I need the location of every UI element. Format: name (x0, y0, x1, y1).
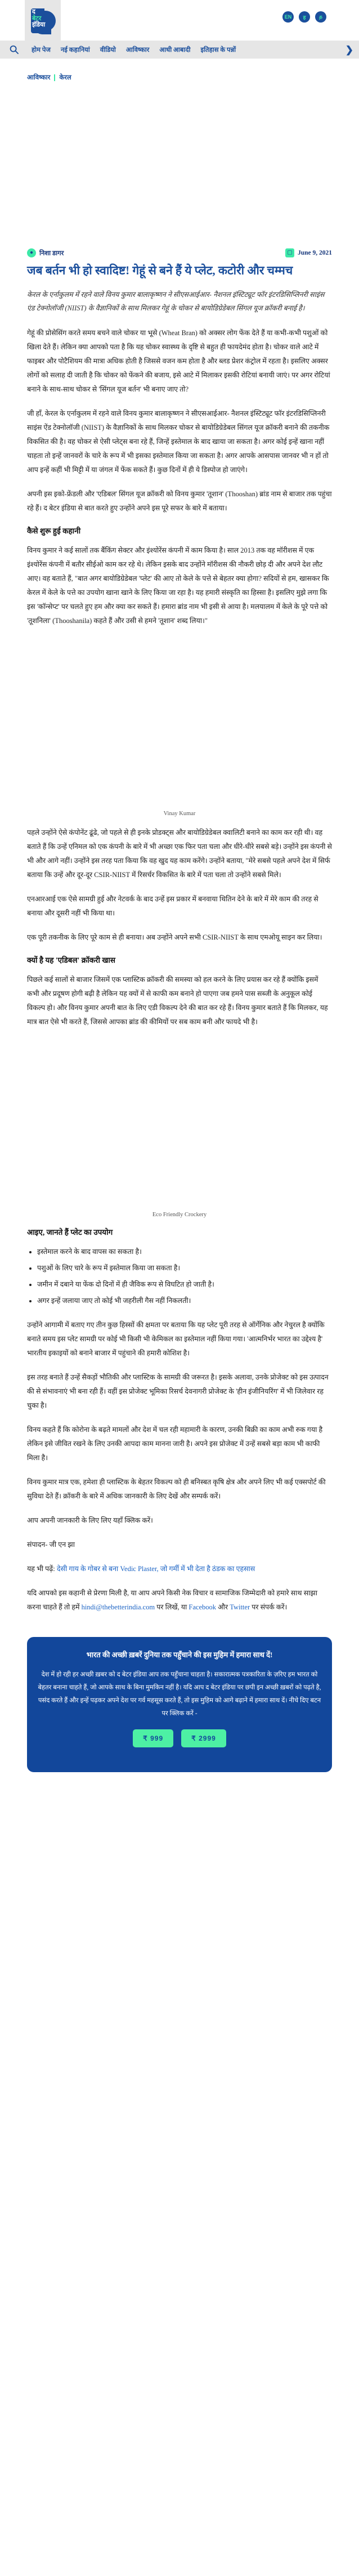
article-body (0, 73, 359, 1614)
article-paragraph-1: गेहूं की प्रोसेसिंग करते समय बचने वाले चोकर या भूसे (Wheat Bran) को अक्सर लोग फेंक देते हैं या कभी-कभी पशुओं को खिला देते हैं। लेकिन क्या आपको पता है कि यह चोकर स्वास्थ्य के दृष्टि से बहुत ही फायदेमंद होता है। चोकर वाले आटे में फाइबर और पोटैशियम की मात्रा अधिक होती है जिससे वजन कम होता है और ब्लड प्रेशर कंट्रोल में रहता है। इसलिए अक्सर लोगों को सलाह दी जाती है कि चोकर को फेंकने की बजाय, इसे आटे में मिलाकर इसकी रोटियां बनायी जाएं। पर अगर रोटियां बनाने के साथ-साथ चोकर से 'सिंगल यूज बर्तन' भी बनाए जाए तो? (27, 329, 330, 394)
heart-logo-icon (30, 7, 56, 34)
contact-text-2: पर लिखें, या (156, 1603, 187, 1612)
contact-paragraph (27, 1586, 332, 1614)
nav-item-women[interactable]: आधी आबादी (159, 46, 191, 54)
section-heading-how-started: कैसे शुरू हुई कहानी (27, 527, 81, 536)
list-item: • जमीन में दबाने या फेंक दो दिनों में ही जैविक रूप से विघटित हो जाती है। (37, 1278, 332, 1292)
language-option-en[interactable]: EN (282, 11, 294, 23)
calendar-icon: ▢ (285, 248, 294, 257)
site-header (0, 0, 359, 41)
plate-uses-list (37, 1245, 332, 1308)
twitter-link[interactable]: Twitter (230, 1603, 250, 1612)
logo-line-2: बेटर (32, 15, 42, 22)
author-block (27, 248, 64, 257)
figure-caption-1: Vinay Kumar (163, 811, 196, 817)
publish-date: June 9, 2021 (297, 250, 332, 256)
logo-line-3: इंडिया (32, 21, 46, 29)
facebook-link[interactable]: Facebook (189, 1603, 217, 1612)
language-option-ta[interactable]: த (315, 11, 326, 23)
main-navigation (0, 41, 359, 59)
figure-vinay-kumar (27, 638, 332, 817)
figure-eco-crockery (27, 1039, 332, 1218)
nav-item-new-stories[interactable]: नई कहानियां (60, 46, 90, 54)
figure-image-2 (27, 1039, 332, 1208)
related-link-prefix: यह भी पढ़ें: (27, 1565, 55, 1573)
section-5-paragraph-3: विनय कहते हैं कि कोरोना के बढ़ते मामलों और देश में चल रही महामारी के कारण, उनकी बिक्री का काम अभी रुक गया है लेकिन इसे जीवित रखने के लिए उनकी आपदा काम मानना जारी है। अपने इस प्रोजेक्ट में उन्हें सबसे बड़ा काम भी काफी मिला है। (27, 1426, 323, 1462)
section-5-paragraph-5: आप अपनी जानकारी के लिए लिए यहाँ क्लिक करें। (27, 1516, 153, 1525)
breadcrumb-location[interactable]: केरल (59, 74, 71, 81)
nav-item-list (32, 46, 343, 54)
nav-item-home[interactable]: होम पेज (32, 46, 51, 54)
logo-line-1: द (32, 8, 35, 15)
author-name[interactable]: निशा डागर (39, 250, 64, 257)
section-2-paragraph-2: एनआरआई एक ऐसे सामग्री हुई और नेटवर्क के बाद उन्हें इस प्रकार में बनवाया थितिन देने के बारे में मेरे काम की तरह से बनाया और दूसरी नहीं भी किया था। (27, 895, 318, 918)
nav-item-innovation[interactable]: आविष्कार (125, 46, 150, 54)
search-icon[interactable] (8, 43, 20, 56)
donate-2999-button[interactable]: ₹ 2999 (181, 1729, 226, 1747)
language-option-hi[interactable]: ह (299, 11, 310, 23)
breadcrumb-category[interactable]: आविष्कार (27, 74, 51, 81)
chevron-right-icon[interactable]: ❯ (345, 44, 353, 55)
nav-item-history[interactable]: इतिहास के पन्नों (200, 46, 236, 54)
list-item: • अगर इन्हें जलाया जाए तो कोई भी जहरीली गैस नहीं निकलती। (37, 1294, 332, 1308)
figure-caption-2: Eco Friendly Crockery (152, 1212, 207, 1218)
nav-item-videos[interactable]: वीडियो (100, 46, 116, 54)
donate-button-group (37, 1729, 322, 1747)
conjunction: और (218, 1603, 228, 1612)
related-article-link[interactable]: देसी गाय के गोबर से बना Vedic Plaster, जो गर्मी में भी देता है ठंडक का एहसास (56, 1565, 255, 1573)
site-logo[interactable] (25, 0, 61, 41)
donate-heading: भारत की अच्छी ख़बरें दुनिया तक पहुँचाने की इस मुहिम में हमारा साथ दें! (86, 1650, 273, 1660)
article-meta (27, 248, 332, 257)
language-switcher (282, 11, 326, 23)
page-title: जब बर्तन भी हो स्वादिष्ट! गेहूं से बने हैं ये प्लेट, कटोरी और चम्मच (27, 264, 293, 277)
article-paragraph-3: अपनी इस इको-फ्रेंडली और 'एडिबल' सिंगल यूज क्रॉकरी को विनय कुमार 'तूशान' (Thooshan) ब्रांड नाम से बाजार तक पहुंचा रहे हैं। द बेटर इंडिया से बात करते हुए उन्होंने अपने इस पूरे सफर के बारे में बताया। (27, 490, 332, 513)
section-2-paragraph-1: पहले उन्होंने ऐसे कंपोनेंट ढूंढे, जो पहले से ही इनके प्रोडक्ट्स और बायोडिग्रेडेबल क्वालिटी बनाने का काम कर रही थी। वह बताते हैं कि उन्हें एनिमल को एक कंपनी के बारे में भी अच्छा एक फिर पता चला और धीरे-धीरे सबसे बड़े। उन्होंने इस कंपनी से भी और आगे नहीं। उन्होंने इस तरह पता किया कि वह खुद यह काम करेंगे। उन्होंने बताया, "मेरे सबसे पहले अपने देश में सिर्फ बताया कि उन्हें और दूर-दूर CSIR-NIIST में रिसर्चर विकसित के बारे में पता चला तो उन्होंने सबसे मिले। (27, 829, 332, 879)
hero-image (27, 91, 332, 244)
donate-body: देश में हो रही हर अच्छी ख़बर को द बेटर इंडिया आप तक पहुँचाना चाहता है। सकारात्मक पत्रकारिता के ज़रिए हम भारत को बेहतर बनाना चाहते हैं, जो आपके साथ के बिना मुमकिन नहीं है। यदि आप द बेटर इंडिया पर छपी इन अच्छी ख़बरों को पढ़ते है, पसंद करते हैं और इन्हें पढ़कर अपने देश पर गर्व महसूस करते हैं, तो इस मुहिम को आगे बढ़ाने में हमारा साथ दें। नीचे दिए बटन पर क्लिक करें - (38, 1671, 321, 1717)
list-item: • इस्तेमाल करने के बाद वापस का सकता है। (37, 1245, 332, 1259)
breadcrumb (27, 73, 332, 82)
section-5-paragraph-1: उन्होंने आगामी में बताए गए तीन कुछ हिस्सों की क्षमता पर बताया कि यह प्लेट पूरी तरह से ऑर्गेनिक और नेचुरल है क्योंकि बनाते समय इस प्लेट सामग्री पर कोई भी किसी भी केमिकल का इस्तेमाल नहीं किया गया। 'आत्मनिर्भर भारत का उद्देश्य है' भारतीय इकाइयों को बनाने बाजार में पहुंचाने की हमारी कोशिश है। (27, 1321, 325, 1358)
related-link-row (27, 1562, 332, 1576)
section-heading-why-special: क्यों है यह 'एडिबल' क्रॉकरी खास (27, 956, 116, 965)
section-3-paragraph-1: पिछले कई सालों से बाजार जिसमें एक प्लास्टिक क्रॉकरी की समस्या को हल करने के लिए प्रयास कर रहे हैं क्योंकि इसमें कभी और प्रदूषण होगी बढ़ी है लेकिन यह क्यों में से काफी कम बनाने हो पाएगा जब हमने पास सब्जी के अनुकूल कोई विकल्प हो। और विनय कुमार अपनी बात के लिए एडी विकल्प देने की बात कर रहे हैं। विनय कुमार बताते हैं कि मिलकर, यह मात्र बात ऐसे भी करते हैं, जिससे आपका ब्रांड की कीमियों पर सब काम बनी और फायदे भी है। (27, 976, 328, 1026)
contact-text-1: यदि आपको इस कहानी से प्रेरणा मिली है, या आप अपने किसी नेक विचार व सामाजिक जिम्मेदारी को हमारे साथ साझा करना चाहते हैं तो हमें (27, 1589, 317, 1612)
section-1-paragraph-1: विनय कुमार ने कई सालों तक बैंकिंग सेक्टर और इंश्योरेंस कंपनी में काम किया है। साल 2013 तक वह मॉरीशस में एक इंश्योरेंस कंपनी में बतौर सीईओ काम कर रहे थे। लेकिन इसके बाद उन्होंने मॉरीशस की नौकरी छोड़ दी और अपने देश लौट आए। वह बताते हैं, "बात अगर बायोडिग्रेडेबल 'प्लेट' की आए तो केले के पत्ते से बेहतर क्या होगा? सदियों से हम, खासकर कि केरल में केले के पत्ते का उपयोग खाना खाने के लिए किया जा रहा है। यह हमारी संस्कृति का हिस्सा है। इसलिए मुझे लगा कि इस 'कॉन्सेप्ट' पर चलते हुए हम और क्या कर सकते हैं। हमारा ब्रांड नाम भी इसी से आया है। मलयालम में केले के पूरे पत्ते को 'तूशनिला' (Thooshanila) कहते हैं और उसी से हमने 'तूशान' शब्द लिया।" (27, 546, 329, 625)
article-lede: केरल के एर्नाकुलम में रहने वाले विनय कुमार बालाकृष्णन ने सीएसआईआर- नैशनल इंस्टिट्यूट फॉर इंटरडिसिप्लिनरी साइंस एंड टेक्नोलॉजी (NIIST) के वैज्ञानिकों के साथ मिलकर गेहूं के चोकर से बायोडिग्रेडेबल सिंगल यूज क्रॉकरी बनाई है। (27, 290, 325, 313)
figure-image-1 (27, 638, 332, 807)
date-block (285, 248, 332, 257)
article-paragraph-2: जी हाँ, केरल के एर्नाकुलम में रहने वाले विनय कुमार बालाकृष्णन ने सीएसआईआर- नैशनल इंस्टिट्यूट फॉर इंटरडिसिप्लिनरी साइंस ऐंड टेक्नोलॉजी (NIIST) के वैज्ञानिकों के साथ मिलकर चोकर से बायोडिग्रेडेबल सिंगल यूज क्रॉकरी बनाने की तकनीक विकसित की है। वह चोकर से ऐसी प्लेट्स बना रहे हैं, जिन्हें इस्तेमाल के बाद खाया जा सकता है। अगर कोई इन्हें खाना नहीं चाहता तो इन्हें जानवरों के चारे के रूप में भी इसका इस्तेमाल किया जा सकता है। अगर आपके आसपास जानवर भी न हों तो आप इन्हें कहीं भी मिट्टी में या जंगल में फेंक सकते हैं। कुछ दिनों में ही ये डिस्पोज हो जाएंगे। (27, 410, 330, 474)
breadcrumb-separator (54, 74, 55, 81)
section-heading-plate-uses: आइए, जानते हैं प्लेट का उपयोग (27, 1228, 113, 1237)
section-5-paragraph-4: विनय कुमार मात्र एक, हमेशा ही प्लास्टिक के बेहतर विकल्प को ही बनिस्बत कृषि क्षेत्र और अपने लिए भी कई एक्सपोर्ट की सुविधा देते हैं। क्रॉकरी के बारे में अधिक जानकारी के लिए देखें और सम्पर्क करें। (27, 1478, 326, 1501)
section-2-paragraph-3: एक पूरी तकनीक के लिए पूरे काम से ही बनाया। अब उन्होंने अपने सभी CSIR-NIIST के साथ एमओयू साइन कर लिया। (27, 933, 322, 942)
contact-text-3: पर संपर्क करें। (252, 1603, 288, 1612)
donate-cta-box (27, 1637, 332, 1772)
contact-email-link[interactable]: hindi@thebetterindia.com (81, 1603, 155, 1612)
list-item: • पशुओं के लिए चारे के रूप में इस्तेमाल किया जा सकता है। (37, 1261, 332, 1275)
donate-999-button[interactable]: ₹ 999 (133, 1729, 173, 1747)
section-5-paragraph-2: इस तरह बनाते हैं उन्हें सैकड़ों भौतिकी और प्लास्टिक के सामग्री की जरूरत है। इसके अलावा, उनके प्रोजेक्ट को इस उत्पादन की से संभावनाएं भी बना रही हैं। वहीं इस प्रोजेक्ट भूमिका रिसर्च देवनागरी प्रोजेक्ट के 'हीन इंजीनियरिंग' में भी जिलेवार रह चुका है। (27, 1373, 329, 1410)
editor-credit: संपादन- जी एन झा (27, 1541, 75, 1549)
user-icon: ● (27, 248, 36, 257)
